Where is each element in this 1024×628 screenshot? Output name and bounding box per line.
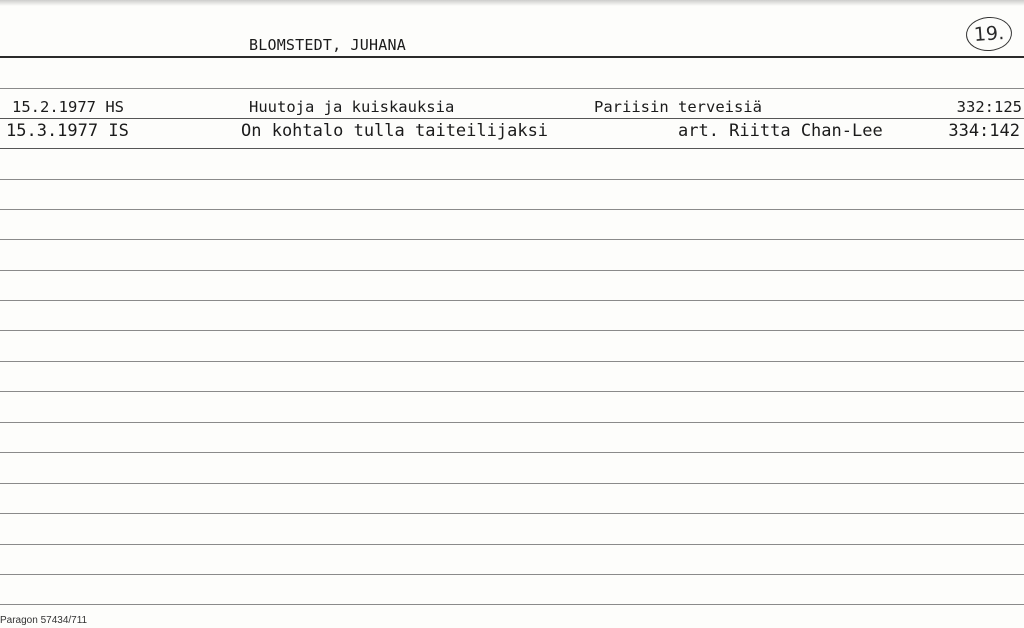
card-heading-name: BLOMSTEDT, JUHANA [249,36,406,54]
card-number-circled: 19. [965,15,1013,52]
ruled-line [0,483,1024,484]
entry-reference: 334:142 [948,121,1020,141]
ruled-line [0,300,1024,301]
entry-note: Pariisin terveisiä [594,98,762,116]
ruled-line [0,391,1024,392]
ruled-line [0,270,1024,271]
ruled-line [0,544,1024,545]
ruled-line [0,88,1024,89]
ruled-line [0,179,1024,180]
ruled-line [0,513,1024,514]
ruled-line [0,422,1024,423]
ruled-line [0,239,1024,240]
ruled-line [0,330,1024,331]
ruled-line [0,148,1024,149]
entry-date-source: 15.2.1977 HS [12,98,124,116]
entry-title: On kohtalo tulla taiteilijaksi [241,121,549,141]
entry-note: art. Riitta Chan-Lee [678,121,883,141]
card-print-code: Paragon 57434/711 [0,615,88,626]
entry-title: Huutoja ja kuiskauksia [249,98,455,116]
ruled-line [0,574,1024,575]
ruled-line [0,361,1024,362]
ruled-line [0,209,1024,210]
header-rule [0,56,1024,58]
ruled-line [0,118,1024,119]
ruled-line [0,452,1024,453]
ruled-line [0,604,1024,605]
scan-edge [0,0,1024,6]
entry-date-source: 15.3.1977 IS [6,121,129,141]
entry-reference: 332:125 [956,98,1022,116]
